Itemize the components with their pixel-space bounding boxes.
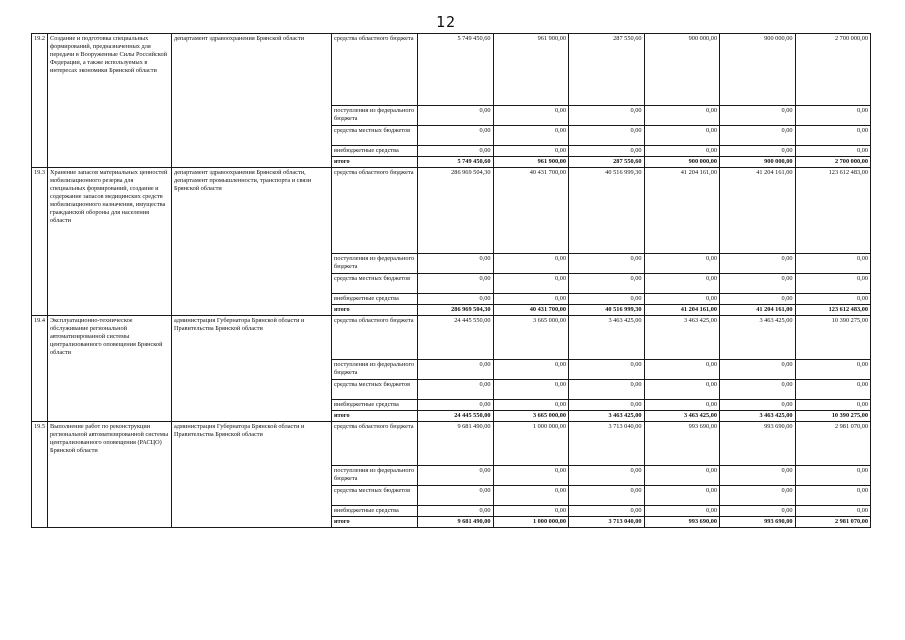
amount-cell: 0,00 — [644, 146, 720, 157]
amount-cell: 3 463 425,00 — [569, 411, 645, 422]
amount-cell: 287 550,60 — [569, 157, 645, 168]
amount-cell: 3 463 425,00 — [644, 411, 720, 422]
executor-name: администрация Губернатора Брянской области и Правительства Брянской области — [172, 316, 332, 422]
amount-cell: 1 000 000,00 — [493, 422, 569, 466]
amount-cell: 24 445 550,00 — [418, 316, 494, 360]
amount-cell: 41 204 161,00 — [720, 305, 796, 316]
amount-cell: 5 749 450,60 — [418, 157, 494, 168]
funding-source: итого — [332, 157, 418, 168]
amount-cell: 0,00 — [795, 294, 871, 305]
table-row — [32, 168, 871, 254]
amount-cell: 900 000,00 — [644, 157, 720, 168]
amount-cell: 0,00 — [418, 294, 494, 305]
amount-cell: 0,00 — [493, 486, 569, 506]
amount-cell: 0,00 — [418, 274, 494, 294]
amount-cell: 0,00 — [720, 146, 796, 157]
amount-cell: 2 981 070,00 — [795, 517, 871, 528]
amount-cell: 41 204 161,00 — [644, 305, 720, 316]
amount-cell: 40 516 999,30 — [569, 168, 645, 254]
amount-cell: 961 900,00 — [493, 34, 569, 106]
funding-source: поступления из федерального бюджета — [332, 254, 418, 274]
item-index: 19.2 — [32, 34, 48, 168]
amount-cell: 900 000,00 — [720, 157, 796, 168]
amount-cell: 3 665 000,00 — [493, 411, 569, 422]
amount-cell: 9 681 490,00 — [418, 517, 494, 528]
amount-cell: 0,00 — [569, 400, 645, 411]
amount-cell: 0,00 — [493, 254, 569, 274]
funding-source: поступления из федерального бюджета — [332, 466, 418, 486]
amount-cell: 0,00 — [569, 380, 645, 400]
funding-source: внебюджетные средства — [332, 294, 418, 305]
amount-cell: 0,00 — [644, 400, 720, 411]
amount-cell: 0,00 — [720, 360, 796, 380]
amount-cell: 10 390 275,00 — [795, 411, 871, 422]
amount-cell: 0,00 — [720, 274, 796, 294]
amount-cell: 900 000,00 — [720, 34, 796, 106]
amount-cell: 0,00 — [795, 400, 871, 411]
amount-cell: 0,00 — [493, 380, 569, 400]
amount-cell: 0,00 — [493, 400, 569, 411]
amount-cell: 0,00 — [569, 126, 645, 146]
amount-cell: 0,00 — [644, 466, 720, 486]
amount-cell: 993 690,00 — [720, 517, 796, 528]
amount-cell: 24 445 550,00 — [418, 411, 494, 422]
amount-cell: 0,00 — [569, 146, 645, 157]
amount-cell: 0,00 — [795, 486, 871, 506]
amount-cell: 0,00 — [795, 274, 871, 294]
table-row — [32, 422, 871, 466]
amount-cell: 0,00 — [795, 506, 871, 517]
item-index: 19.4 — [32, 316, 48, 422]
amount-cell: 0,00 — [644, 126, 720, 146]
amount-cell: 0,00 — [644, 106, 720, 126]
amount-cell: 993 690,00 — [644, 422, 720, 466]
amount-cell: 0,00 — [493, 146, 569, 157]
activity-name: Эксплуатационно-техническое обслуживание региональной автоматизированной системы централизованного оповещения Брянской области — [48, 316, 172, 422]
amount-cell: 0,00 — [569, 360, 645, 380]
amount-cell: 0,00 — [493, 274, 569, 294]
amount-cell: 0,00 — [644, 254, 720, 274]
amount-cell: 993 690,00 — [644, 517, 720, 528]
amount-cell: 0,00 — [493, 466, 569, 486]
funding-source: поступления из федерального бюджета — [332, 106, 418, 126]
amount-cell: 2 700 000,00 — [795, 34, 871, 106]
amount-cell: 0,00 — [644, 380, 720, 400]
amount-cell: 0,00 — [418, 106, 494, 126]
funding-source: средства местных бюджетов — [332, 380, 418, 400]
amount-cell: 0,00 — [569, 294, 645, 305]
amount-cell: 3 463 425,00 — [720, 316, 796, 360]
activity-name: Хранение запасов материальных ценностей мобилизационного резерва для специальных формирований, создание и содержание запасов медицинских средств мобилизационного назначения, имущества гражданской обороны для населения области — [48, 168, 172, 316]
amount-cell: 0,00 — [418, 486, 494, 506]
amount-cell: 0,00 — [644, 506, 720, 517]
funding-source: средства местных бюджетов — [332, 126, 418, 146]
amount-cell: 0,00 — [418, 506, 494, 517]
amount-cell: 0,00 — [720, 466, 796, 486]
amount-cell: 0,00 — [720, 380, 796, 400]
amount-cell: 3 713 040,00 — [569, 517, 645, 528]
amount-cell: 2 981 070,00 — [795, 422, 871, 466]
amount-cell: 0,00 — [418, 360, 494, 380]
amount-cell: 2 700 000,00 — [795, 157, 871, 168]
amount-cell: 3 463 425,00 — [569, 316, 645, 360]
amount-cell: 0,00 — [795, 146, 871, 157]
amount-cell: 0,00 — [418, 254, 494, 274]
amount-cell: 3 463 425,00 — [720, 411, 796, 422]
funding-source: внебюджетные средства — [332, 506, 418, 517]
funding-source: внебюджетные средства — [332, 400, 418, 411]
amount-cell: 287 550,60 — [569, 34, 645, 106]
amount-cell: 0,00 — [418, 466, 494, 486]
amount-cell: 0,00 — [795, 106, 871, 126]
amount-cell: 9 681 490,00 — [418, 422, 494, 466]
amount-cell: 0,00 — [569, 106, 645, 126]
amount-cell: 3 713 040,00 — [569, 422, 645, 466]
amount-cell: 3 463 425,00 — [644, 316, 720, 360]
amount-cell: 0,00 — [795, 380, 871, 400]
funding-source: средства областного бюджета — [332, 316, 418, 360]
amount-cell: 993 690,00 — [720, 422, 796, 466]
amount-cell: 0,00 — [569, 486, 645, 506]
amount-cell: 41 204 161,00 — [720, 168, 796, 254]
amount-cell: 0,00 — [493, 294, 569, 305]
amount-cell: 0,00 — [644, 486, 720, 506]
amount-cell: 0,00 — [569, 466, 645, 486]
amount-cell: 0,00 — [644, 294, 720, 305]
amount-cell: 286 969 504,30 — [418, 305, 494, 316]
funding-source: средства областного бюджета — [332, 422, 418, 466]
amount-cell: 123 612 483,00 — [795, 168, 871, 254]
amount-cell: 0,00 — [644, 360, 720, 380]
amount-cell: 41 204 161,00 — [644, 168, 720, 254]
amount-cell: 0,00 — [720, 126, 796, 146]
amount-cell: 286 969 504,30 — [418, 168, 494, 254]
table-row — [32, 34, 871, 106]
amount-cell: 0,00 — [493, 126, 569, 146]
funding-source: средства областного бюджета — [332, 168, 418, 254]
amount-cell: 0,00 — [418, 146, 494, 157]
amount-cell: 40 431 700,00 — [493, 168, 569, 254]
funding-source: поступления из федерального бюджета — [332, 360, 418, 380]
amount-cell: 0,00 — [493, 106, 569, 126]
amount-cell: 0,00 — [569, 274, 645, 294]
amount-cell: 40 431 700,00 — [493, 305, 569, 316]
item-index: 19.5 — [32, 422, 48, 528]
funding-source: средства местных бюджетов — [332, 486, 418, 506]
amount-cell: 0,00 — [720, 486, 796, 506]
amount-cell: 0,00 — [493, 506, 569, 517]
executor-name: департамент здравоохранения Брянской области — [172, 34, 332, 168]
amount-cell: 0,00 — [720, 294, 796, 305]
amount-cell: 0,00 — [720, 506, 796, 517]
amount-cell: 0,00 — [644, 274, 720, 294]
amount-cell: 0,00 — [795, 126, 871, 146]
budget-table — [31, 33, 871, 528]
executor-name: департамент здравоохранения Брянской области, департамент промышленности, транспорта и связи Брянской области — [172, 168, 332, 316]
amount-cell: 0,00 — [493, 360, 569, 380]
amount-cell: 40 516 999,30 — [569, 305, 645, 316]
table-row — [32, 316, 871, 360]
amount-cell: 0,00 — [418, 380, 494, 400]
amount-cell: 0,00 — [418, 400, 494, 411]
amount-cell: 123 612 483,00 — [795, 305, 871, 316]
funding-source: средства местных бюджетов — [332, 274, 418, 294]
funding-source: итого — [332, 517, 418, 528]
amount-cell: 0,00 — [795, 360, 871, 380]
funding-source: средства областного бюджета — [332, 34, 418, 106]
funding-source: итого — [332, 411, 418, 422]
amount-cell: 0,00 — [795, 466, 871, 486]
amount-cell: 3 665 000,00 — [493, 316, 569, 360]
funding-source: итого — [332, 305, 418, 316]
amount-cell: 961 900,00 — [493, 157, 569, 168]
funding-source: внебюджетные средства — [332, 146, 418, 157]
amount-cell: 0,00 — [720, 106, 796, 126]
amount-cell: 5 749 450,60 — [418, 34, 494, 106]
amount-cell: 900 000,00 — [644, 34, 720, 106]
amount-cell: 0,00 — [569, 506, 645, 517]
activity-name: Создание и подготовка специальных формирований, предназначенных для передачи в Вооруженные Силы Российской Федерации, а также используемых в интересах экономики Брянской области — [48, 34, 172, 168]
amount-cell: 10 390 275,00 — [795, 316, 871, 360]
amount-cell: 0,00 — [720, 254, 796, 274]
activity-name: Выполнение работ по реконструкции региональной автоматизированной системы централизованного оповещения (РАСЦО) Брянской области — [48, 422, 172, 528]
item-index: 19.3 — [32, 168, 48, 316]
amount-cell: 0,00 — [418, 126, 494, 146]
amount-cell: 0,00 — [720, 400, 796, 411]
executor-name: администрация Губернатора Брянской области и Правительства Брянской области — [172, 422, 332, 528]
amount-cell: 0,00 — [795, 254, 871, 274]
page-number: 12 — [436, 13, 457, 31]
amount-cell: 0,00 — [569, 254, 645, 274]
amount-cell: 1 000 000,00 — [493, 517, 569, 528]
